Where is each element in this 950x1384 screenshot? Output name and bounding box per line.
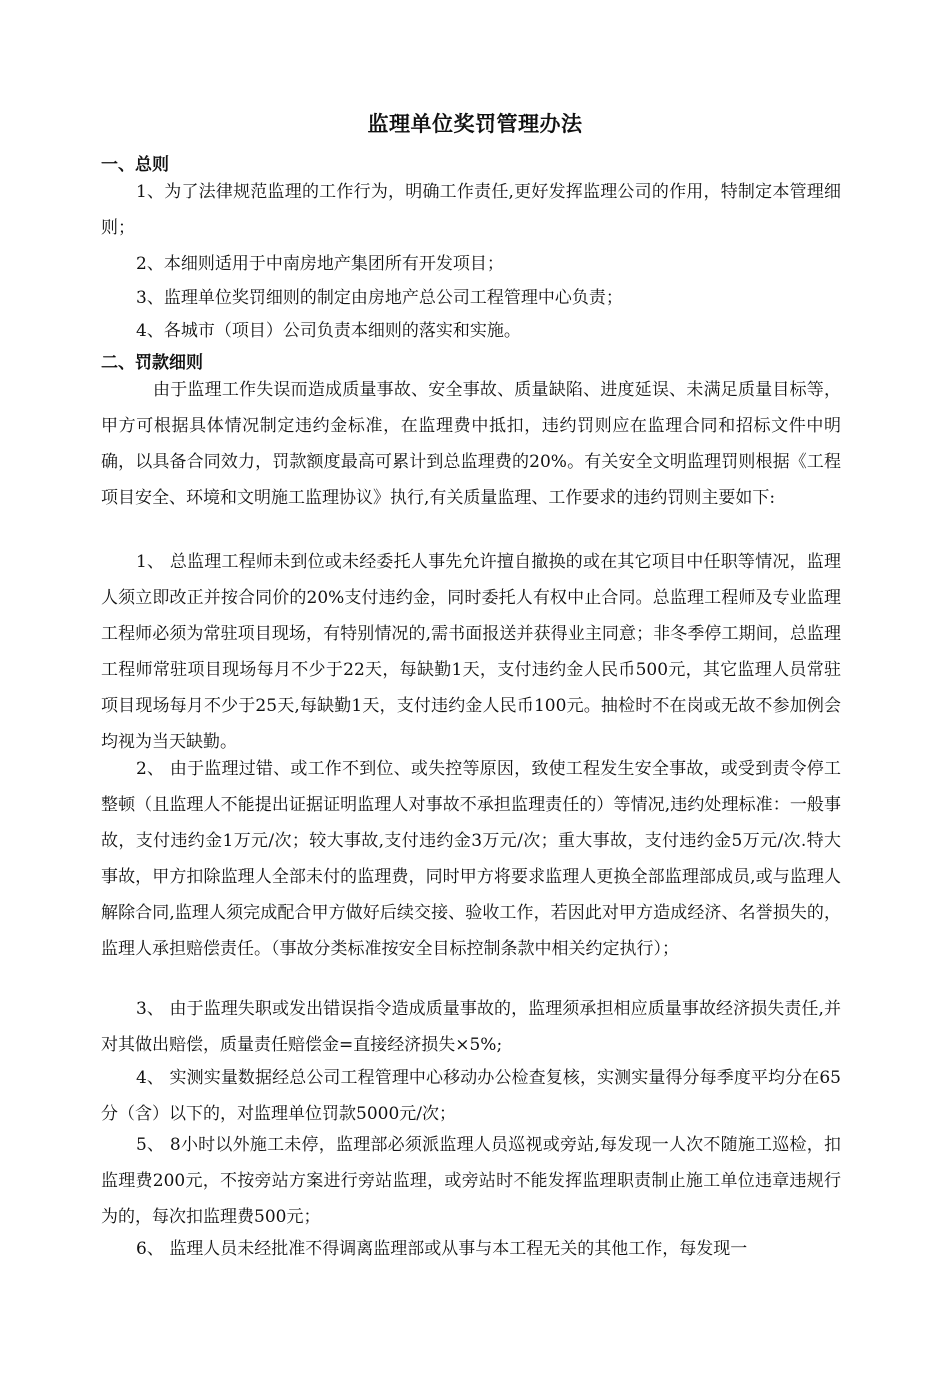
general-item-2: 2、本细则适用于中南房地产集团所有开发项目； — [136, 254, 504, 274]
penalties-intro: 由于监理工作失误而造成质量事故、安全事故、质量缺陷、进度延误、未满足质量目标等，甲方可根据具体情况制定违约金标准，在监理费中抵扣，违约罚则应在监理合同和招标文件中明确，以具备合同效力，罚款额度最高可累计到总监理费的20%。有关安全文明监理罚则根据《工程项目安全、环境和文明施工监理协议》执行,有关质量监理、工作要求的违约罚则主要如下: — [101, 380, 841, 508]
general-item-4: 4、各城市（项目）公司负责本细则的落实和实施。 — [136, 321, 521, 341]
general-item-3: 3、监理单位奖罚细则的制定由房地产总公司工程管理中心负责； — [136, 288, 623, 308]
document-title: 监理单位奖罚管理办法 — [367, 111, 583, 136]
penalty-item-3: 3、 由于监理失职或发出错误指令造成质量事故的，监理须承担相应质量事故经济损失责任,并对其做出赔偿，质量责任赔偿金=直接经济损失×5%; — [101, 999, 841, 1055]
section-heading-penalties: 二、罚款细则 — [101, 353, 203, 373]
general-item-1: 1、为了法律规范监理的工作行为，明确工作责任,更好发挥监理公司的作用，特制定本管理细则； — [101, 182, 841, 238]
penalty-item-2: 2、 由于监理过错、或工作不到位、或失控等原因，致使工程发生安全事故，或受到责令停工整顿（且监理人不能提出证据证明监理人对事故不承担监理责任的）等情况,违约处理标准：一般事故，支付违约金1万元/次；较大事故,支付违约金3万元/次；重大事故，支付违约金5万元/次.特大事故，甲方扣除监理人全部未付的监理费，同时甲方将要求监理人更换全部监理部成员,或与监理人解除合同,监理人须完成配合甲方做好后续交接、验收工作，若因此对甲方造成经济、名誉损失的，监理人承担赔偿责任。（事故分类标准按安全目标控制条款中相关约定执行）； — [101, 759, 841, 959]
penalty-item-4: 4、 实测实量数据经总公司工程管理中心移动办公检查复核，实测实量得分每季度平均分在65分（含）以下的，对监理单位罚款5000元/次； — [101, 1068, 841, 1124]
penalty-item-1: 1、 总监理工程师未到位或未经委托人事先允许擅自撤换的或在其它项目中任职等情况，监理人须立即改正并按合同价的20%支付违约金，同时委托人有权中止合同。总监理工程师及专业监理工程师必须为常驻项目现场，有特别情况的,需书面报送并获得业主同意；非冬季停工期间，总监理工程师常驻项目现场每月不少于22天，每缺勤1天，支付违约金人民币500元，其它监理人员常驻项目现场每月不少于25天,每缺勤1天，支付违约金人民币100元。抽检时不在岗或无故不参加例会均视为当天缺勤。 — [101, 552, 841, 752]
penalty-item-6: 6、 监理人员未经批准不得调离监理部或从事与本工程无关的其他工作，每发现一 — [136, 1239, 748, 1259]
penalty-item-5: 5、 8小时以外施工未停，监理部必须派监理人员巡视或旁站,每发现一人次不随施工巡检，扣监理费200元，不按旁站方案进行旁站监理，或旁站时不能发挥监理职责制止施工单位违章违规行为的，每次扣监理费500元； — [101, 1135, 841, 1227]
section-heading-general: 一、总则 — [101, 155, 169, 175]
